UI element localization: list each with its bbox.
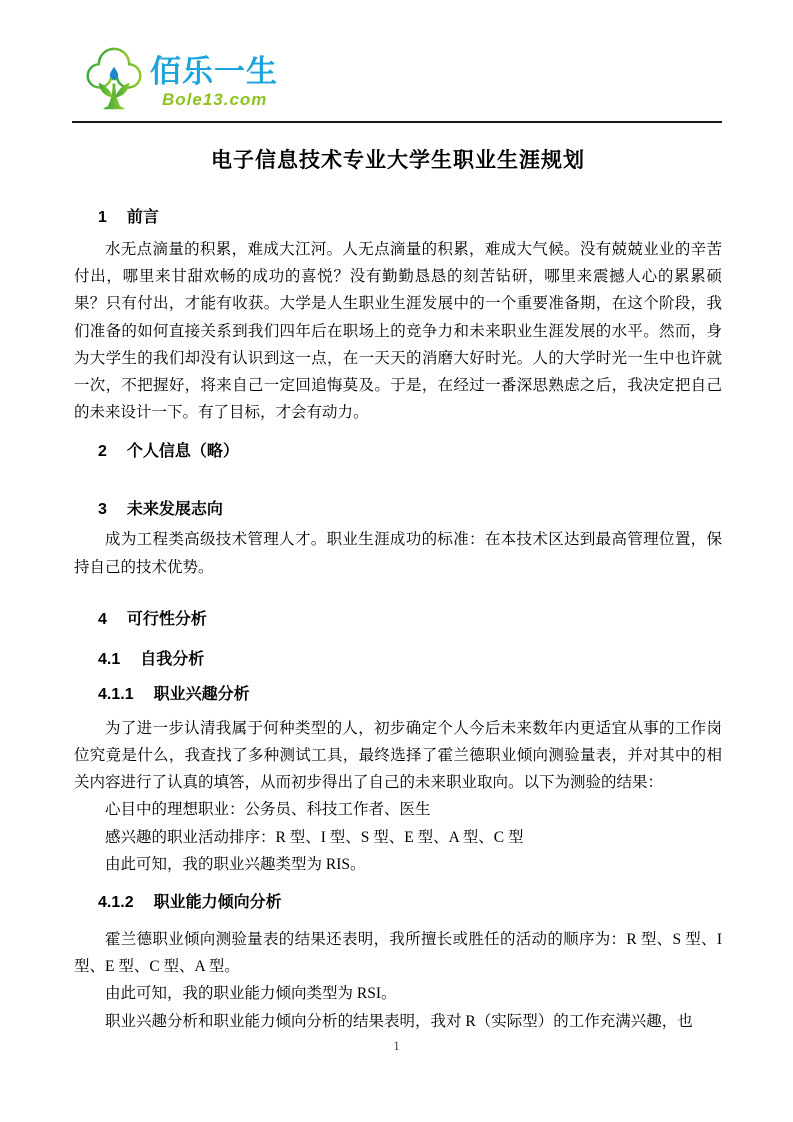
section-heading-text: 个人信息（略） [126,443,239,461]
section-heading-3 [74,498,722,522]
section-number: 2 [98,443,107,461]
body-paragraph: 感兴趣的职业活动排序：R 型、I 型、S 型、E 型、A 型、C 型 [105,828,524,846]
brand-name: 佰乐一生 [150,54,278,89]
section-heading-text: 职业兴趣分析 [153,685,250,703]
brand-text-block [150,46,278,110]
section-heading-text: 自我分析 [140,650,205,668]
section-heading-2 [74,440,722,464]
section-number: 4.1.2 [98,894,134,912]
page-footer [0,1038,793,1054]
section-number: 1 [98,209,107,226]
section-heading-1 [74,206,722,230]
section-heading-text: 可行性分析 [126,610,207,628]
section-heading-4-1-1 [74,683,722,707]
section-heading-text: 未来发展志向 [126,501,223,519]
section-number: 4 [98,610,107,628]
section-heading-text: 职业能力倾向分析 [153,894,282,912]
body-paragraph: 由此可知，我的职业能力倾向类型为 RSI。 [105,985,397,1003]
body-paragraph: 职业兴趣分析和职业能力倾向分析的结果表明，我对 R（实际型）的工作充满兴趣，也 [105,1012,693,1030]
section-number: 4.1.1 [98,685,134,703]
section-heading-4-1 [74,648,722,672]
section-heading-4 [74,608,722,632]
brand-logo [72,46,722,114]
sprout-tree-logo-icon [82,46,146,114]
header-rule [72,121,722,123]
section-heading-4-1-2 [74,891,722,915]
document-body [74,146,722,1035]
body-paragraph: 成为工程类高级技术管理人才。职业生涯成功的标准：在本技术区达到最高管理位置，保持自己的技术优势。 [74,531,722,576]
page-number: 1 [393,1038,400,1053]
brand-site: Bole13.com [162,90,268,110]
document-title: 电子信息技术专业大学生职业生涯规划 [211,149,585,172]
body-paragraph: 心目中的理想职业：公务员、科技工作者、医生 [105,801,431,819]
section-heading-text: 前言 [126,209,159,226]
section-number: 3 [98,501,107,519]
body-paragraph: 为了进一步认清我属于何种类型的人，初步确定个人今后未来数年内更适宜从事的工作岗位究竟是什么，我查找了多种测试工具，最终选择了霍兰德职业倾向测验量表，并对其中的相关内容进行了认真的填答，从而初步得出了自己的未来职业取向。以下为测验的结果： [74,719,722,792]
body-paragraph: 水无点滴量的积累，难成大江河。人无点滴量的积累，难成大气候。没有兢兢业业的辛苦付出，哪里来甘甜欢畅的成功的喜悦？没有勤勤恳恳的刻苦钻研，哪里来震撼人心的累累硕果？只有付出，才能有收获。大学是人生职业生涯发展中的一个重要准备期，在这个阶段，我们准备的如何直接关系到我们四年后在职场上的竞争力和未来职业生涯发展的水平。然而，身为大学生的我们却没有认识到这一点，在一天天的消磨大好时光。人的大学时光一生中也许就一次，不把握好，将来自己一定回追悔莫及。于是，在经过一番深思熟虑之后，我决定把自己的未来设计一下。有了目标，才会有动力。 [74,241,722,422]
page-header [72,46,722,114]
body-paragraph: 霍兰德职业倾向测验量表的结果还表明，我所擅长或胜任的活动的顺序为：R 型、S 型、I 型、E 型、C 型、A 型。 [74,931,722,976]
body-paragraph: 由此可知，我的职业兴趣类型为 RIS。 [105,855,366,873]
section-number: 4.1 [98,650,121,668]
